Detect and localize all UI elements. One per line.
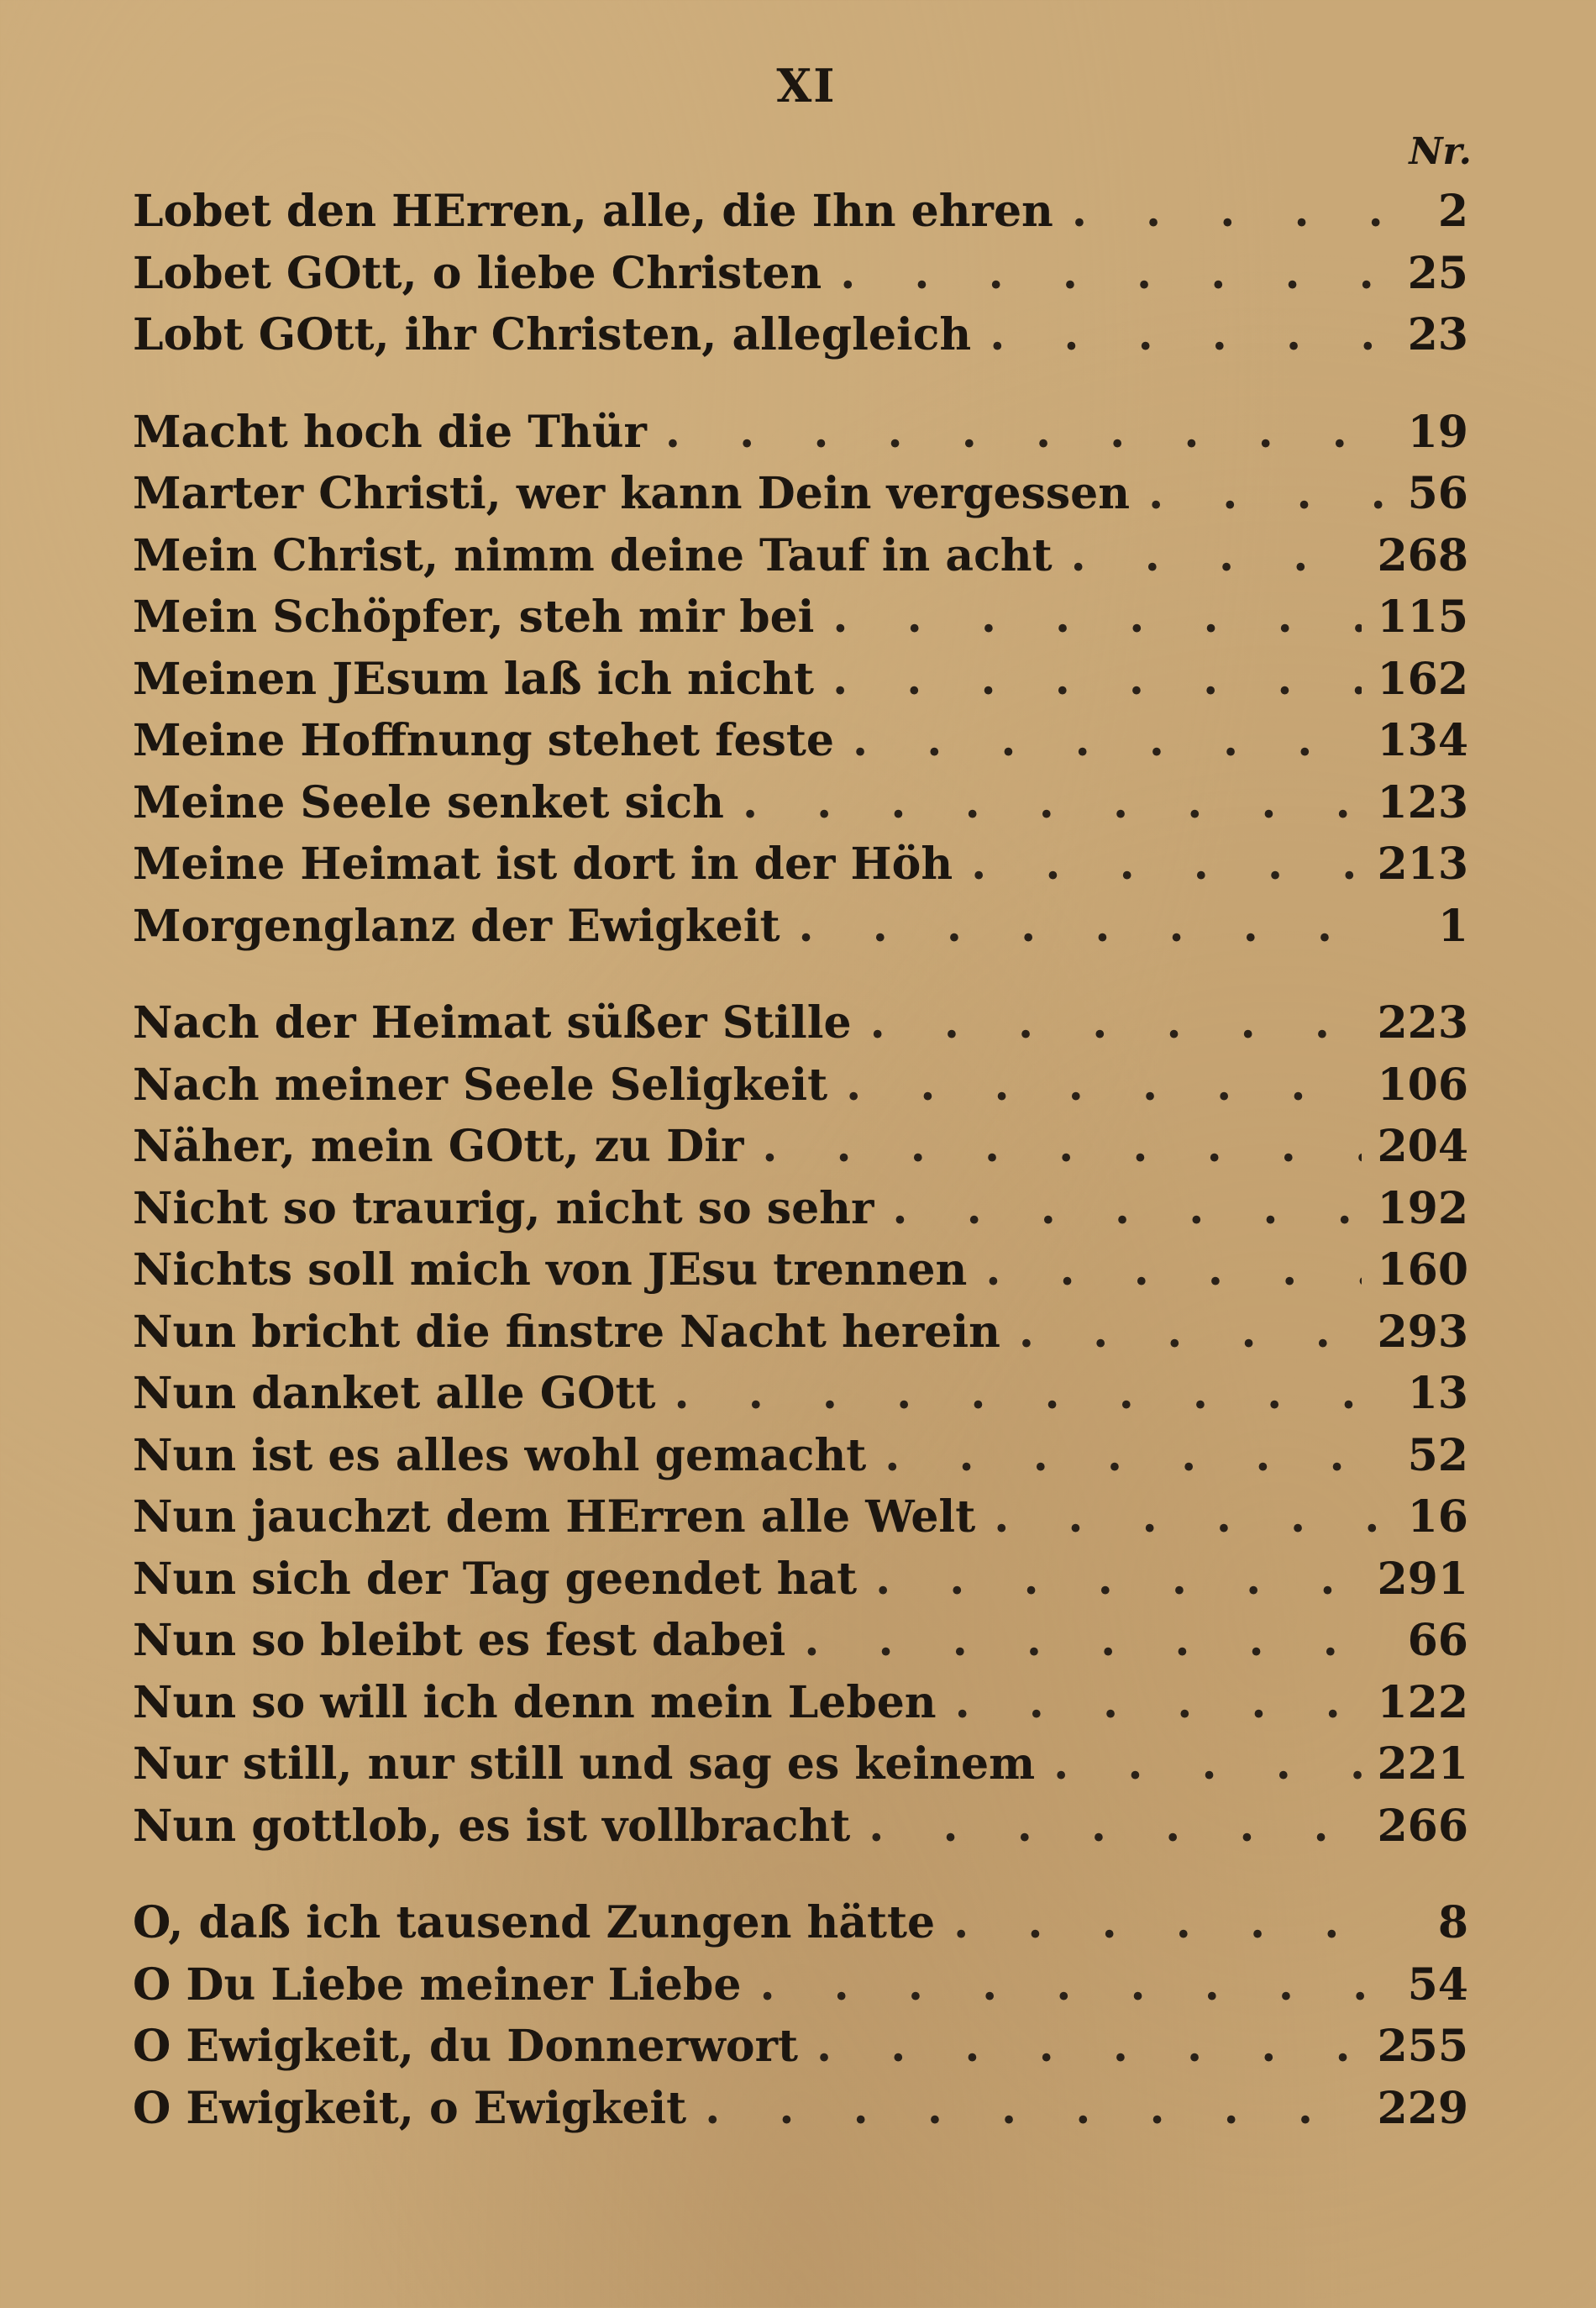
dot-leader	[1072, 181, 1394, 243]
dot-leader	[1053, 1733, 1362, 1795]
hymn-number: 52	[1407, 1429, 1468, 1481]
dot-leader	[674, 1363, 1392, 1425]
hymn-number: 229	[1377, 2082, 1468, 2134]
hymn-number: 19	[1407, 406, 1468, 458]
dot-leader	[869, 1795, 1362, 1858]
index-entry	[133, 586, 1468, 649]
hymn-title: Meinen JEsum laß ich nicht	[133, 653, 815, 705]
hymn-number: 255	[1377, 2021, 1468, 2072]
hymn-number: 134	[1377, 715, 1468, 766]
hymn-number: 16	[1407, 1491, 1468, 1543]
index-entry	[133, 1954, 1468, 2016]
hymn-number: 66	[1407, 1615, 1468, 1666]
hymn-title: O Ewigkeit, du Donnerwort	[133, 2021, 799, 2072]
hymn-title: Nach der Heimat süßer Stille	[133, 997, 852, 1049]
hymn-title: Nach meiner Seele Seligkeit	[133, 1059, 828, 1111]
dot-leader	[846, 1054, 1362, 1117]
index-entry	[133, 833, 1468, 896]
dot-leader	[853, 710, 1362, 772]
hymn-index	[133, 181, 1468, 2174]
hymn-title: Meine Heimat ist dort in der Höh	[133, 839, 953, 890]
hymn-title: Mein Schöpfer, steh mir bei	[133, 591, 815, 643]
index-entry	[133, 1178, 1468, 1240]
dot-leader	[875, 1548, 1362, 1611]
dot-leader	[798, 896, 1394, 958]
hymn-number: 8	[1437, 1897, 1468, 1948]
hymn-title: Marter Christi, wer kann Dein vergessen	[133, 468, 1131, 519]
dot-leader	[985, 1239, 1362, 1301]
dot-leader	[743, 772, 1362, 834]
hymn-title: Morgenglanz der Ewigkeit	[133, 900, 780, 952]
hymn-title: Mein Christ, nimm deine Tauf in acht	[133, 529, 1053, 581]
dot-leader	[665, 402, 1393, 464]
dot-leader	[840, 243, 1392, 305]
hymn-title: Macht hoch die Thür	[133, 406, 647, 458]
index-entry	[133, 772, 1468, 834]
hymn-number: 2	[1437, 186, 1468, 237]
hymn-title: Meine Hoffnung stehet feste	[133, 715, 834, 766]
dot-leader	[804, 1610, 1392, 1672]
hymn-title: Nichts soll mich von JEsu trennen	[133, 1244, 968, 1296]
dot-leader	[759, 1954, 1392, 2016]
dot-leader	[870, 992, 1362, 1054]
index-entry	[133, 243, 1468, 305]
hymn-number: 25	[1407, 247, 1468, 299]
dot-leader	[892, 1178, 1362, 1240]
hymn-number: 266	[1377, 1800, 1468, 1852]
hymn-number: 13	[1407, 1368, 1468, 1419]
hymn-number: 1	[1437, 900, 1468, 952]
index-group-n	[133, 992, 1468, 1857]
index-entry	[133, 525, 1468, 587]
hymn-number: 223	[1377, 997, 1468, 1049]
index-entry	[133, 2016, 1468, 2078]
hymn-number: 115	[1377, 591, 1468, 643]
dot-leader	[885, 1425, 1392, 1487]
index-entry	[133, 463, 1468, 525]
index-entry	[133, 1733, 1468, 1795]
index-entry	[133, 181, 1468, 243]
page-number: XI	[776, 59, 837, 113]
hymn-title: Nun danket alle GOtt	[133, 1368, 656, 1419]
dot-leader	[971, 833, 1362, 896]
dot-leader	[1148, 463, 1393, 525]
index-entry	[133, 1892, 1468, 1954]
hymn-title: Nun so bleibt es fest dabei	[133, 1615, 786, 1666]
dot-leader	[990, 304, 1392, 366]
dot-leader	[832, 649, 1362, 711]
hymn-number: 123	[1377, 776, 1468, 828]
hymn-title: Nun gottlob, es ist vollbracht	[133, 1800, 851, 1852]
hymn-title: Lobet den HErren, alle, die Ihn ehren	[133, 186, 1053, 237]
hymn-number: 268	[1377, 529, 1468, 581]
dot-leader	[1019, 1301, 1362, 1364]
dot-leader	[1071, 525, 1362, 587]
index-entry	[133, 710, 1468, 772]
hymn-title: O Du Liebe meiner Liebe	[133, 1958, 742, 2011]
dot-leader	[816, 2016, 1362, 2078]
hymn-number: 122	[1377, 1676, 1468, 1728]
index-entry	[133, 1672, 1468, 1734]
index-entry	[133, 1548, 1468, 1611]
hymn-number: 204	[1377, 1121, 1468, 1172]
hymn-title: Nun jauchzt dem HErren alle Welt	[133, 1491, 976, 1543]
hymn-title: Meine Seele senket sich	[133, 776, 724, 828]
index-group-l	[133, 181, 1468, 366]
index-entry	[133, 1363, 1468, 1425]
hymn-title: O Ewigkeit, o Ewigkeit	[133, 2082, 687, 2134]
hymn-number: 162	[1377, 653, 1468, 705]
hymn-number: 54	[1407, 1958, 1468, 2011]
index-entry	[133, 649, 1468, 711]
hymn-title: Näher, mein GOtt, zu Dir	[133, 1121, 744, 1172]
index-entry	[133, 2078, 1468, 2140]
hymn-number: 293	[1377, 1306, 1468, 1358]
index-entry	[133, 1610, 1468, 1672]
hymn-title: Nun so will ich denn mein Leben	[133, 1676, 937, 1728]
index-entry	[133, 896, 1468, 958]
hymn-title: O, daß ich tausend Zungen hätte	[133, 1897, 936, 1948]
hymn-title: Nun bricht die finstre Nacht herein	[133, 1306, 1000, 1358]
index-entry	[133, 304, 1468, 366]
hymn-title: Nun ist es alles wohl gemacht	[133, 1429, 867, 1481]
hymn-number: 192	[1377, 1182, 1468, 1234]
dot-leader	[705, 2078, 1362, 2140]
hymn-number: 291	[1377, 1553, 1468, 1605]
dot-leader	[953, 1892, 1394, 1954]
index-entry	[133, 1301, 1468, 1364]
dot-leader	[955, 1672, 1362, 1734]
hymn-title: Lobt GOtt, ihr Christen, allegleich	[133, 309, 972, 360]
index-entry	[133, 1486, 1468, 1548]
index-group-o	[133, 1892, 1468, 2139]
dot-leader	[832, 586, 1362, 649]
hymn-title: Nicht so traurig, nicht so sehr	[133, 1182, 874, 1234]
index-group-m	[133, 402, 1468, 958]
index-entry	[133, 992, 1468, 1054]
index-entry	[133, 402, 1468, 464]
hymn-title: Nun sich der Tag geendet hat	[133, 1553, 858, 1605]
index-entry	[133, 1425, 1468, 1487]
dot-leader	[994, 1486, 1392, 1548]
hymn-number: 106	[1377, 1059, 1468, 1111]
hymn-title: Lobet GOtt, o liebe Christen	[133, 247, 822, 299]
hymn-number: 56	[1407, 468, 1468, 519]
hymn-number: 23	[1407, 309, 1468, 360]
hymn-number: 213	[1377, 839, 1468, 890]
index-entry	[133, 1054, 1468, 1117]
index-entry	[133, 1795, 1468, 1858]
hymn-number: 221	[1377, 1738, 1468, 1790]
dot-leader	[762, 1116, 1362, 1178]
hymn-number: 160	[1377, 1244, 1468, 1296]
index-entry	[133, 1239, 1468, 1301]
number-column-label: Nr.	[1409, 130, 1472, 173]
index-entry	[133, 1116, 1468, 1178]
hymn-title: Nur still, nur still und sag es keinem	[133, 1738, 1036, 1790]
